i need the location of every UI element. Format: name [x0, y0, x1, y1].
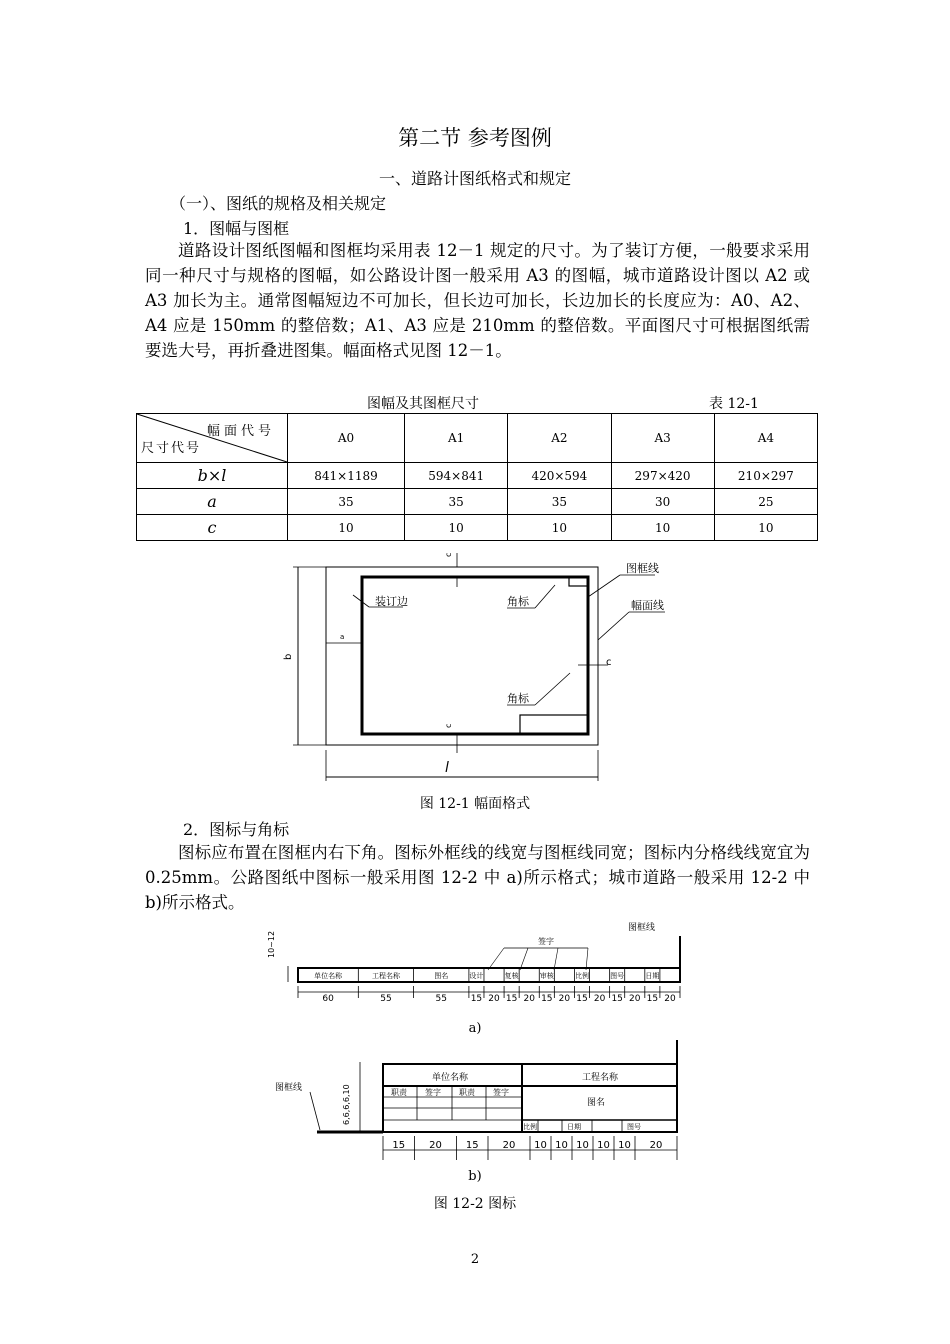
table-cell: 25: [714, 489, 817, 515]
col-header: A1: [405, 414, 508, 463]
dim-label: 55: [435, 994, 447, 1004]
cell-label: 审核: [539, 972, 554, 980]
scale-label-b: 比例: [523, 1123, 537, 1131]
title-block-a-cells: [314, 968, 660, 982]
cell-label: 比例: [574, 972, 589, 980]
col-header: A2: [508, 414, 611, 463]
table-cell: 210×297: [714, 463, 817, 489]
table-cell: 10: [405, 515, 508, 541]
figure-12-2b-label: b): [468, 1169, 482, 1184]
cell-label: 图名: [434, 972, 449, 980]
title-block-a-figure: [268, 918, 688, 1018]
table-cell: 35: [508, 489, 611, 515]
table-cell: 10: [714, 515, 817, 541]
cell-label: 日期: [645, 972, 660, 980]
signature-label-a: 签字: [538, 937, 554, 946]
dim-l-label: l: [445, 760, 449, 776]
dim-c-bottom-label: c: [444, 723, 453, 728]
sign-label-b-2: 签字: [493, 1088, 509, 1097]
dim-label: 15: [611, 994, 623, 1004]
dim-label: 15: [470, 994, 483, 1004]
frame-line-label: 图框线: [626, 562, 659, 575]
cell-label: 工程名称: [371, 972, 400, 980]
table-cell: 35: [288, 489, 405, 515]
table-header-row: [137, 414, 818, 463]
col-header: A0: [288, 414, 405, 463]
corner-bottom-label: 尺寸代号: [141, 441, 202, 456]
table-cell: 10: [288, 515, 405, 541]
table-cell: 594×841: [405, 463, 508, 489]
item-heading-1: 1．图幅与图框: [183, 219, 290, 238]
binding-edge-label: 装订边: [375, 595, 408, 608]
table-corner-cell: [137, 414, 288, 463]
dim-label: 20: [429, 1140, 442, 1151]
title-block-box: [520, 715, 588, 734]
role-label-b-2: 职责: [459, 1088, 475, 1097]
table-caption: 图幅及其图框尺寸: [367, 396, 479, 412]
dim-label: 15: [646, 994, 659, 1004]
dim-label: 20: [523, 994, 535, 1004]
frame-line-label-b: 图框线: [275, 1083, 303, 1093]
role-label-b: 职责: [391, 1088, 407, 1097]
table-cell: 420×594: [508, 463, 611, 489]
dim-label: 20: [502, 1140, 516, 1151]
table-number: 表 12-1: [709, 396, 759, 412]
subsection-heading: （一）、图纸的规格及相关规定: [170, 194, 387, 213]
drawing-no-label-b: 图号: [627, 1123, 641, 1131]
corner-mark-label: 角标: [507, 595, 529, 608]
row-label: c: [137, 515, 288, 541]
row-label: b×l: [137, 463, 288, 489]
dim-label: 55: [380, 994, 392, 1004]
page-number: 2: [470, 1252, 480, 1267]
corner-top-label: 幅面代号: [206, 424, 275, 439]
sheet-line-label: 幅面线: [631, 599, 664, 612]
dim-label: 10: [555, 1140, 568, 1151]
dim-label: 10: [618, 1140, 631, 1151]
dim-label: 20: [488, 994, 500, 1004]
dim-label: 10: [597, 1140, 610, 1151]
table-cell: 10: [508, 515, 611, 541]
dim-label: 20: [629, 994, 641, 1004]
dim-label: 15: [465, 1140, 479, 1151]
cell-label: 图号: [610, 972, 625, 980]
unit-name-label-b: 单位名称: [432, 1073, 469, 1083]
sheet-format-figure: [285, 545, 675, 785]
cell-label: 设计: [469, 972, 484, 980]
cell-label: 复核: [504, 972, 519, 980]
dim-label: 10: [534, 1140, 547, 1151]
section-heading: 一、道路计图纸格式和规定: [378, 169, 571, 188]
paragraph-2-text: 图标应布置在图框内右下角。图标外框线的线宽与图框线同宽；图标内分格线线宽宜为 0.25mm。公路图纸中图标一般采用图 12-2 中 a)所示格式；城市道路一般采用 12-2 中 b)所示格式。: [145, 843, 810, 912]
item-heading-2: 2．图标与角标: [183, 820, 290, 839]
heights-label-b: 6,6,6,6,10: [342, 1084, 351, 1125]
figure-12-1-caption: 图 12-1 幅面格式: [419, 796, 531, 812]
table-cell: 10: [611, 515, 714, 541]
dim-label: 10: [576, 1140, 589, 1151]
table-cell: 297×420: [611, 463, 714, 489]
dim-label: 20: [664, 994, 676, 1004]
title-block-a-dims: [298, 986, 680, 1004]
page-title: 第二节 参考图例: [398, 126, 552, 150]
title-block-label: 角标: [507, 692, 529, 705]
paragraph-1-text: 道路设计图纸图幅和图框均采用表 12－1 规定的尺寸。为了装订方便，一般要求采用同一种尺寸与规格的图幅，如公路设计图一般采用 A3 的图幅，城市道路设计图以 A2 或 A3 加长为主。通常图幅短边不可加长，但长边可加长，长边加长的长度应为：A0、A2、A4 应是 150mm 的整倍数；A1、A3 应是 210mm 的整倍数。平面图尺寸可根据图纸需要选大号，再折叠进图集。幅面格式见图 12－1。: [145, 241, 810, 360]
figure-12-2a-label: a): [468, 1021, 482, 1036]
dim-b-label: b: [283, 653, 294, 660]
dim-label: 20: [558, 994, 571, 1004]
table-row: [137, 489, 818, 515]
drawing-name-label-b: 图名: [587, 1098, 606, 1108]
dim-label: 15: [541, 994, 553, 1004]
dim-c-top-label: c: [444, 552, 453, 557]
paragraph-1: [145, 238, 810, 363]
height-label-a: 10~12: [267, 930, 276, 958]
dim-label: 15: [576, 994, 588, 1004]
col-header: A4: [714, 414, 817, 463]
dim-a-label: a: [340, 633, 345, 641]
table-cell: 35: [405, 489, 508, 515]
col-header: A3: [611, 414, 714, 463]
dim-label: 20: [649, 1140, 663, 1151]
date-label-b: 日期: [567, 1123, 581, 1131]
sheet-outline: [326, 567, 598, 745]
frame-line-label-a: 图框线: [628, 923, 656, 933]
cell-label: 单位名称: [314, 972, 343, 980]
project-name-label-b: 工程名称: [582, 1073, 619, 1083]
paragraph-2: [145, 840, 810, 915]
title-block-b-figure: [272, 1040, 687, 1170]
table-row: [137, 515, 818, 541]
dim-label: 20: [593, 994, 606, 1004]
table-cell: 841×1189: [288, 463, 405, 489]
table-cell: 30: [611, 489, 714, 515]
dim-label: 15: [505, 994, 518, 1004]
dim-c-right-label: c: [606, 657, 612, 668]
row-label: a: [137, 489, 288, 515]
figure-12-2-caption: 图 12-2 图标: [433, 1196, 517, 1212]
dim-label: 15: [392, 1140, 406, 1151]
table-row: [137, 463, 818, 489]
size-table: [136, 413, 818, 541]
sign-label-b: 签字: [425, 1088, 441, 1097]
dim-label: 60: [322, 994, 334, 1004]
title-block-b-dims: [383, 1136, 677, 1160]
